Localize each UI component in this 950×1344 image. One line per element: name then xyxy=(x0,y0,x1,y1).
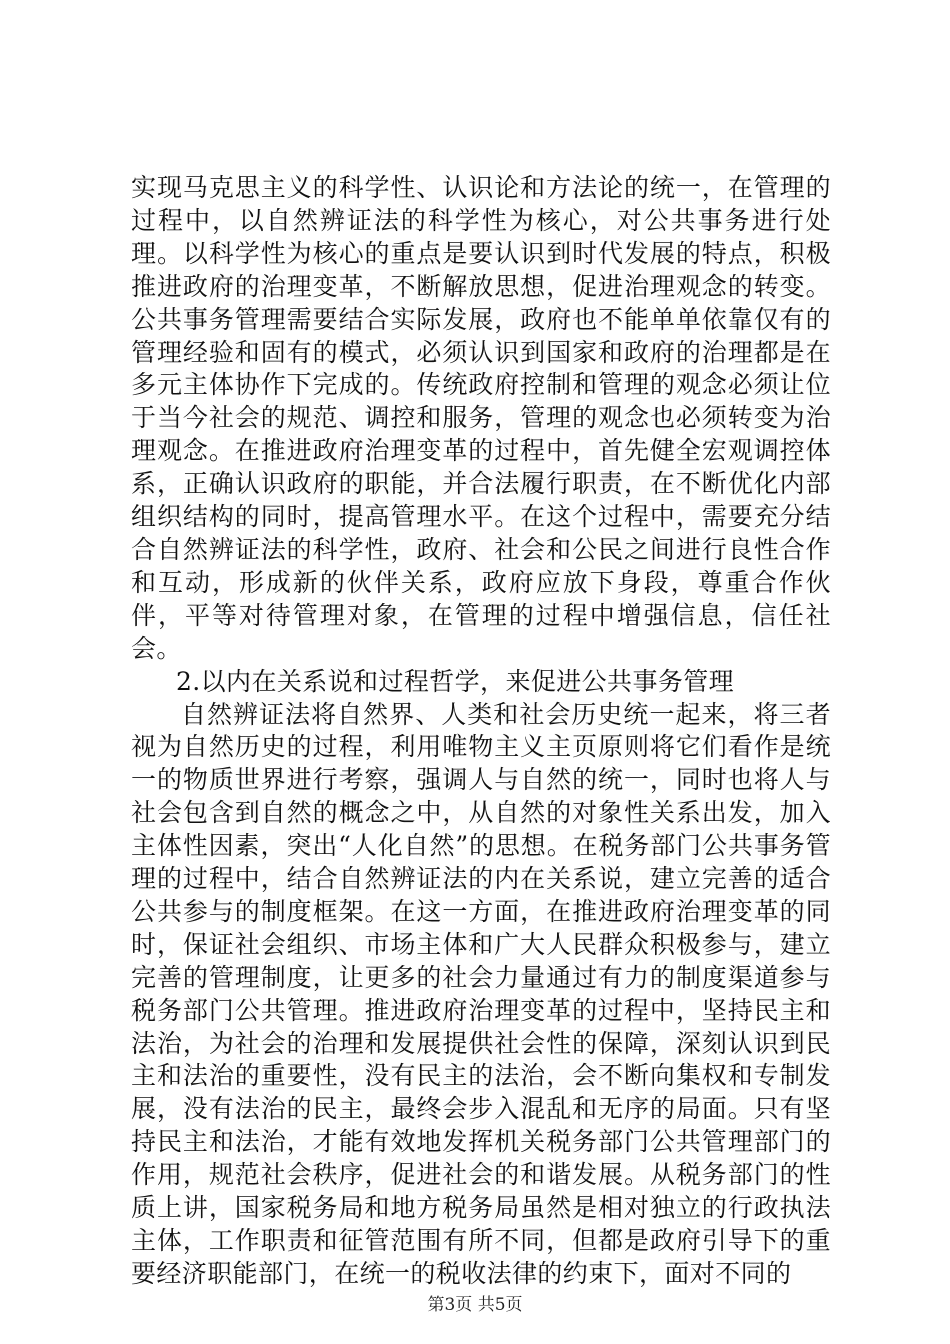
section-heading-2: 2.以内在关系说和过程哲学，来促进公共事务管理 xyxy=(176,666,735,696)
paragraph-governance-reform: 实现马克思主义的科学性、认识论和方法论的统一，在管理的过程中，以自然辨证法的科学性为核心，对公共事务进行处理。以科学性为核心的重点是要认识到时代发展的特点，积极推进政府的治理变革，不断解放思想，促进治理观念的转变。公共事务管理需要结合实际发展，政府也不能单单依靠仅有的管理经验和固有的模式，必须认识到国家和政府的治理都是在多元主体协作下完成的。传统政府控制和管理的观念必须让位于当今社会的规范、调控和服务，管理的观念也必须转变为治理观念。在推进政府治理变革的过程中，首先健全宏观调控体系，正确认识政府的职能，并合法履行职责，在不断优化内部组织结构的同时，提高管理水平。在这个过程中，需要充分结合自然辨证法的科学性，政府、社会和公民之间进行良性合作和互动，形成新的伙伴关系，政府应放下身段，尊重合作伙伴，平等对待管理对象，在管理的过程中增强信息，信任社会。 xyxy=(131,173,831,663)
page-footer: 第3页 共5页 xyxy=(427,1295,523,1315)
document-body xyxy=(131,172,831,1291)
paragraph-internal-relations: 自然辨证法将自然界、人类和社会历史统一起来，将三者视为自然历史的过程，利用唯物主义主页原则将它们看作是统一的物质世界进行考察，强调人与自然的统一，同时也将人与社会包含到自然的概念之中，从自然的对象性关系出发，加入主体性因素，突出“人化自然”的思想。在税务部门公共事务管理的过程中，结合自然辨证法的内在关系说，建立完善的适合公共参与的制度框架。在这一方面，在推进政府治理变革的同时，保证社会组织、市场主体和广大人民群众积极参与，建立完善的管理制度，让更多的社会力量通过有力的制度渠道参与税务部门公共管理。推进政府治理变革的过程中，坚持民主和法治，为社会的治理和发展提供社会性的保障，深刻认识到民主和法治的重要性，没有民主的法治，会不断向集权和专制发展，没有法治的民主，最终会步入混乱和无序的局面。只有坚持民主和法治，才能有效地发挥机关税务部门公共管理部门的作用，规范社会秩序，促进社会的和谐发展。从税务部门的性质上讲，国家税务局和地方税务局虽然是相对独立的行政执法主体，工作职责和征管范围有所不同，但都是政府引导下的重要经济职能部门，在统一的税收法律的约束下，面对不同的 xyxy=(131,699,831,1288)
